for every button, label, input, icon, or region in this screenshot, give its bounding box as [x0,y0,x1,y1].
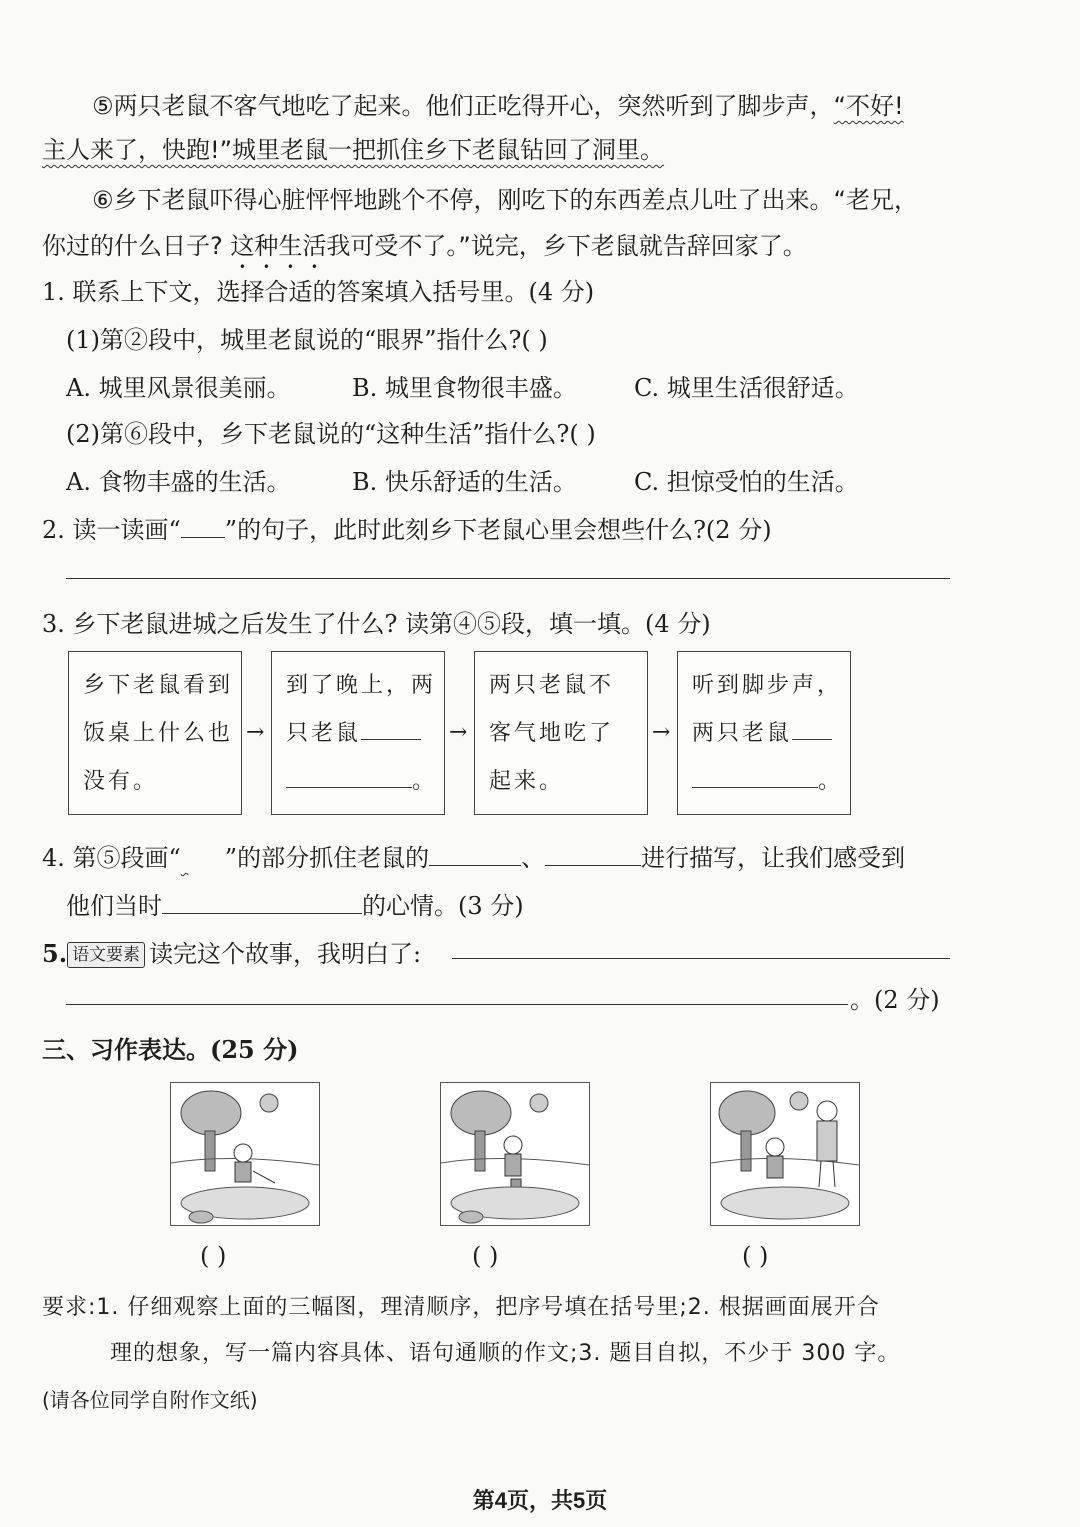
picture-3-order-blank[interactable]: ( ) [742,1242,769,1270]
flow-box-4 [677,651,851,815]
story-p6-line1: ⑥乡下老鼠吓得心脏怦怦地跳个不停，刚吃下的东西差点儿吐了出来。“老兄， [92,186,918,214]
flow-blank[interactable] [286,787,412,788]
q5-end: 。(2 分) [850,986,940,1014]
period-text: 。 [412,769,438,794]
q1-sub2: (2)第⑥段中，乡下老鼠说的“这种生活”指什么?( ) [66,420,596,448]
picture-2-order-blank[interactable]: ( ) [472,1242,499,1270]
q2-text: 2. 读一读画“ [42,516,181,544]
flow-box-text: 客气地吃了 [489,721,615,746]
attach-paper-note: (请各位同学自附作文纸) [42,1388,258,1412]
q4-text: 4. 第⑤段画“ [42,844,181,872]
q1-sub2-option-b: B. 快乐舒适的生活。 [352,468,577,496]
wavy-underlined-text: 主人来了，快跑!”城里老鼠一把抓住乡下老鼠钻回了洞里。 [42,136,665,164]
flow-box-2 [271,651,445,815]
flow-box-1 [68,651,242,815]
q1-sub1-option-b: B. 城里食物很丰盛。 [352,374,577,402]
q4-line1 [42,838,905,873]
q1-sub1: (1)第②段中，城里老鼠说的“眼界”指什么?( ) [66,326,548,354]
section3-title: 三、习作表达。(25 分) [42,1035,299,1064]
writing-picture-3 [710,1082,860,1226]
q4-blank-3[interactable] [162,913,362,914]
q4-blank-2[interactable] [545,865,641,866]
q4-blank-1[interactable] [429,865,521,866]
story-text: 你过的什么日子? [42,232,231,260]
flow-blank[interactable] [692,787,818,788]
q5-number: 5. [42,939,68,968]
flow-box-text: 没有。 [83,769,159,794]
story-text: ⑤两只老鼠不客气地吃了起来。他们正吃得开心，突然听到了脚步声， [92,92,834,120]
q5-answer-line-2[interactable] [66,1004,848,1005]
q4-text: 的心情。(3 分) [362,892,524,920]
flow-box-text: 只老鼠 [286,721,362,746]
period-text: 。 [818,769,844,794]
flow-box-text: 到了晚上，两 [286,673,437,698]
underline-sample [181,537,225,538]
arrow-icon: → [449,720,468,745]
arrow-icon: → [652,720,671,745]
writing-picture-2 [440,1082,590,1226]
wavy-underlined-text: “不好! [833,92,904,120]
q4-line2 [66,886,524,921]
q2-answer-line[interactable] [66,578,950,579]
flow-box-3 [474,651,648,815]
flow-box-text: 两只老鼠不 [489,673,615,698]
arrow-icon: → [246,720,265,745]
flow-box-text: 乡下老鼠看到 [83,673,234,698]
q5-line [42,934,421,969]
story-p5-line1 [92,86,904,121]
requirement-line-2: 理的想象，写一篇内容具体、语句通顺的作文;3. 题目自拟，不少于 300 字。 [110,1341,901,1366]
wavy-sample [181,844,225,872]
q5-text: 读完这个故事，我明白了: [149,940,422,968]
q2-text: ”的句子，此时此刻乡下老鼠心里会想些什么?(2 分) [224,516,772,544]
yuwen-yaosu-tag: 语文要素 [67,942,145,968]
boy-releasing-tadpoles-with-grandpa-image [711,1083,859,1225]
flow-box-text: 两只老鼠 [692,721,793,746]
q3-stem: 3. 乡下老鼠进城之后发生了什么? 读第④⑤段，填一填。(4 分) [42,610,711,638]
requirement-line-1: 要求:1. 仔细观察上面的三幅图，理清顺序，把序号填在括号里;2. 根据画面展开合 [42,1295,880,1320]
q4-text: 进行描写，让我们感受到 [641,844,906,872]
flow-box-text: 饭桌上什么也 [83,721,234,746]
boy-crouching-by-pond-image [441,1083,589,1225]
boy-catching-tadpoles-image [171,1083,319,1225]
story-text: 我可受不了。”说完，乡下老鼠就告辞回家了。 [326,232,807,260]
q4-text: ”的部分抓住老鼠的 [224,844,430,872]
q1-sub2-option-c: C. 担惊受怕的生活。 [634,468,859,496]
writing-picture-1 [170,1082,320,1226]
flow-box-text: 听到脚步声， [692,673,843,698]
q2-stem [42,510,772,545]
q1-sub2-option-a: A. 食物丰盛的生活。 [66,468,291,496]
dotted-emphasis-text: 这种生活 [230,232,327,260]
story-p6-line2 [42,226,807,274]
q1-stem: 1. 联系上下文，选择合适的答案填入括号里。(4 分) [42,278,595,306]
flow-blank[interactable] [792,739,832,740]
story-p5-line2 [42,130,664,165]
q4-text: 他们当时 [66,892,162,920]
flow-box-text: 起来。 [489,769,565,794]
q1-sub1-option-a: A. 城里风景很美丽。 [66,374,291,402]
picture-1-order-blank[interactable]: ( ) [200,1242,227,1270]
q4-text: 、 [521,844,546,872]
flow-blank[interactable] [361,739,421,740]
q1-sub1-option-c: C. 城里生活很舒适。 [634,374,859,402]
page-number: 第4页，共5页 [472,1488,608,1513]
q5-answer-line-1[interactable] [452,958,950,959]
